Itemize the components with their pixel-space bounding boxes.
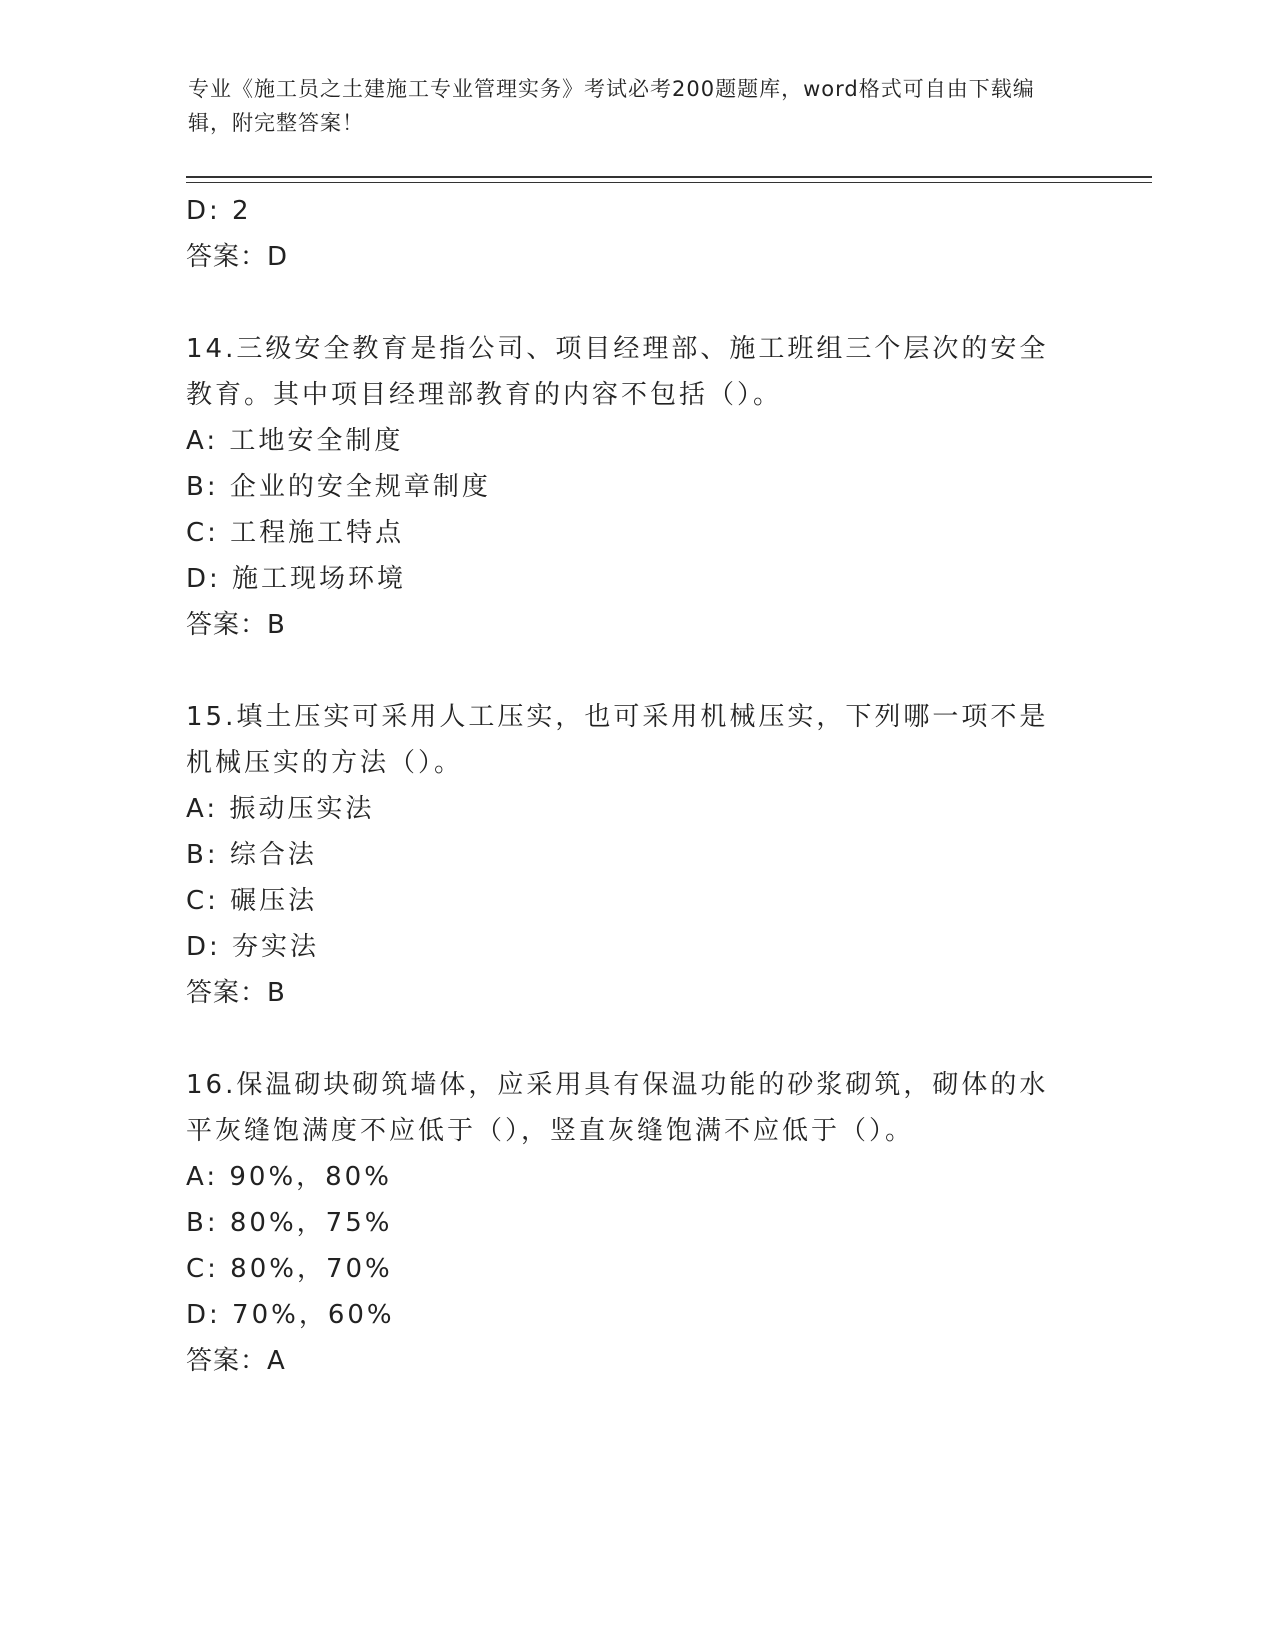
question-content	[186, 188, 1086, 1384]
option-a: A: 工地安全制度	[186, 426, 404, 456]
option-a: A: 90%，80%	[186, 1162, 392, 1192]
option-b: B: 80%，75%	[186, 1208, 393, 1238]
answer: 答案：B	[186, 978, 286, 1008]
question-stem: 15.填土压实可采用人工压实，也可采用机械压实，下列哪一项不是机械压实的方法（）。	[186, 702, 1049, 778]
question-16	[186, 1062, 1086, 1384]
header-divider-thin	[186, 182, 1152, 183]
spacer	[186, 280, 1086, 326]
option-a: A: 振动压实法	[186, 794, 375, 824]
question-14	[186, 326, 1086, 648]
option-d: D: 施工现场环境	[186, 564, 407, 594]
option-d: D: 夯实法	[186, 932, 320, 962]
option-b: B: 综合法	[186, 840, 317, 870]
option-c: C: 80%，70%	[186, 1254, 393, 1284]
option-c: C: 碾压法	[186, 886, 318, 916]
option-d: D: 70%，60%	[186, 1300, 395, 1330]
question-stem: 14.三级安全教育是指公司、项目经理部、施工班组三个层次的安全教育。其中项目经理部教育的内容不包括（）。	[186, 334, 1049, 410]
option-c: C: 工程施工特点	[186, 518, 405, 548]
header-divider-thick	[186, 176, 1152, 178]
document-header: 专业《施工员之土建施工专业管理实务》考试必考200题题库，word格式可自由下载编辑，附完整答案！	[188, 77, 1035, 135]
spacer	[186, 1016, 1086, 1062]
option-b: B: 企业的安全规章制度	[186, 472, 491, 502]
question-15	[186, 694, 1086, 1016]
spacer	[186, 648, 1086, 694]
option-d: D: 2	[186, 196, 252, 226]
answer: 答案：A	[186, 1346, 286, 1376]
question-stem: 16.保温砌块砌筑墙体，应采用具有保温功能的砂浆砌筑，砌体的水平灰缝饱满度不应低于（），竖直灰缝饱满不应低于（）。	[186, 1070, 1049, 1146]
answer: 答案：D	[186, 242, 289, 272]
answer: 答案：B	[186, 610, 286, 640]
